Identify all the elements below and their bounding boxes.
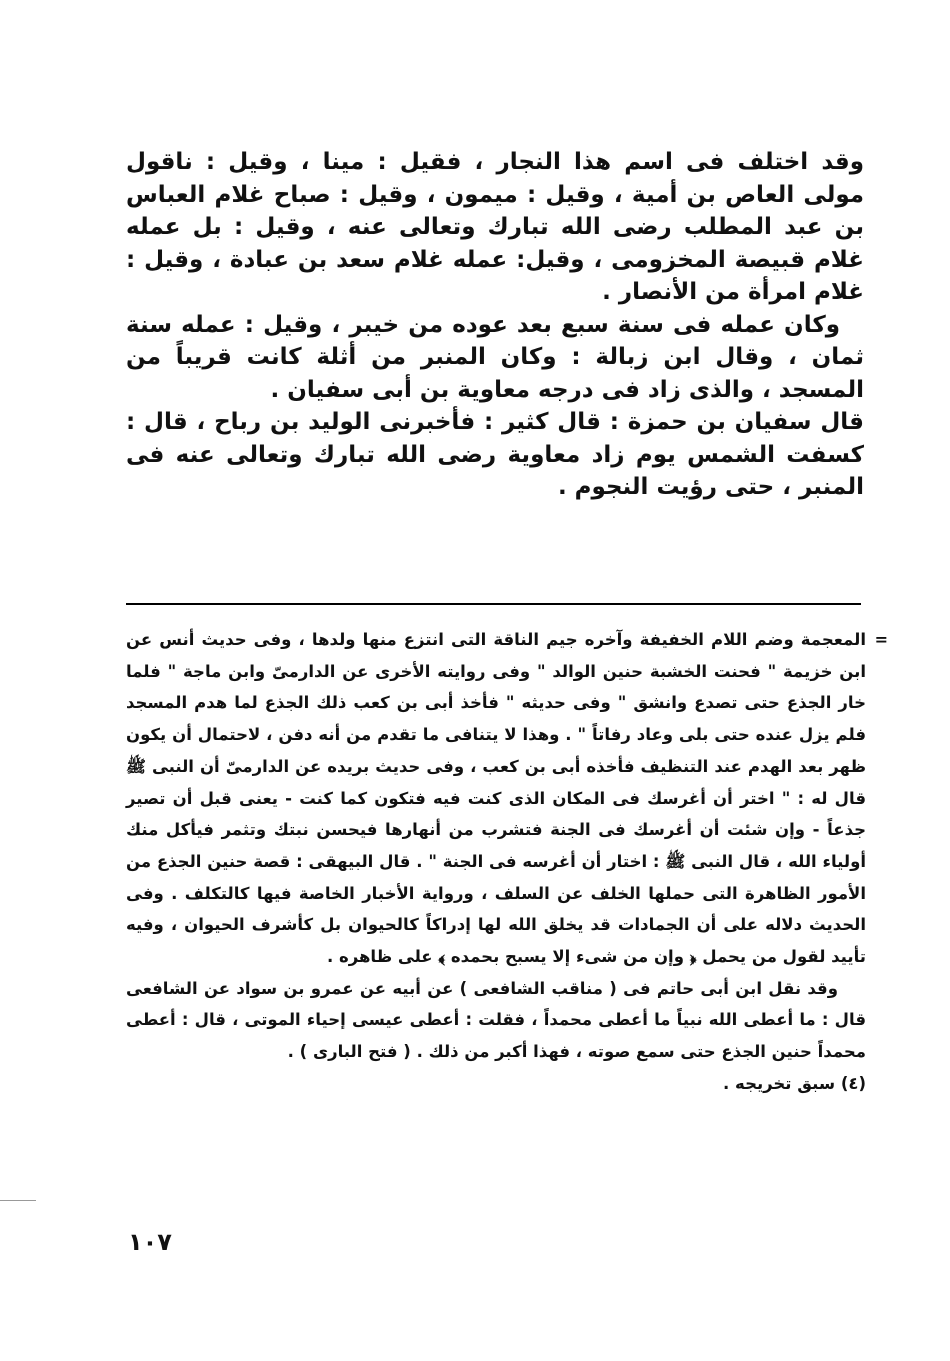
footnote-paragraph-2: وقد نقل ابن أبى حاتم فى ( مناقب الشافعى ) عن أبيه عن عمرو بن سواد عن الشافعى قال : ما أعطى الله نبياً ما أعطى محمداً ، فقلت : أعطى عيسى إحياء الموتى ، قال : أعطى محمداً حنين الجذع حتى سمع صوته ، فهذا أكبر من ذلك . ( فتح البارى ) . [126,978,866,1062]
main-paragraph-2: وكان عمله فى سنة سبع بعد عوده من خيبر ، وقيل : عمله سنة ثمان ، وقال ابن زبالة : وكان المنبر من أثلة كانت قريباً من المسجد ، والذى زاد فى درجه معاوية بن أبى سفيان . [126,311,864,403]
footnotes [126,624,888,1100]
footnote-paragraph-1: المعجمة وضم اللام الخفيفة وآخره جيم الناقة التى انتزع منها ولدها ، وفى حديث أنس عن ابن خزيمة " فحنت الخشبة حنين الوالد " وفى روايته الأخرى عن الدارمىّ وابن ماجة " فلما خار الجذع حتى تصدع وانشق " وفى حديثه " فأخذ أبى بن كعب ذلك الجذع لما هدم المسجد فلم يزل عنده حتى بلى وعاد رفاتاً " . وهذا لا يتنافى ما تقدم من أنه دفن ، لاحتمال أن يكون ظهر بعد الهدم عند التنظيف فأخذه أبى بن كعب ، وفى حديث بريده عن الدارمىّ أن النبى ﷺ قال له : " اختر أن أغرسك فى المكان الذى كنت فيه فتكون كما كنت - يعنى قبل أن تصير جذعاً - وإن شئت أن أغرسك فى الجنة فتشرب من أنهارها فيحسن نبتك وتثمر فيأكل منك أولياء الله ، قال النبى ﷺ : اختار أن أغرسه فى الجنة " . قال البيهقى : قصة حنين الجذع من الأمور الظاهرة التى حملها الخلف عن السلف ، ورواية الأخبار الخاصة فيها كالتكلف . وفى الحديث دلاله على أن الجمادات قد يخلق الله لها إدراكاً كالحيوان بل كأشرف الحيوان ، وفيه تأييد لقول من يحمل ﴿ وإن من شىء إلا يسبح بحمده ﴾ على ظاهره . [126,630,866,967]
main-paragraph-3: قال سفيان بن حمزة : قال كثير : فأخبرنى الوليد بن رباح ، قال : كسفت الشمس يوم زاد معاوية رضى الله تبارك وتعالى عنه فى المنبر ، حتى رؤيت النجوم . [126,409,864,500]
footnote-continuation-marker: = [874,630,888,649]
margin-mark [0,1200,36,1201]
page-number: ١٠٧ [128,1228,172,1256]
footnote-divider [126,603,861,605]
footnote-4: (٤) سبق تخريجه . [723,1073,866,1093]
main-text [126,146,864,504]
main-paragraph-1: وقد اختلف فى اسم هذا النجار ، فقيل : مينا ، وقيل : ناقول مولى العاص بن أمية ، وقيل : ميمون ، وقيل : صباح غلام العباس بن عبد المطلب رضى الله تبارك وتعالى عنه ، وقيل : بل عمله غلام قبيصة المخزومى ، وقيل: عمله غلام سعد بن عبادة ، وقيل : غلام امرأة من الأنصار . [126,149,864,305]
